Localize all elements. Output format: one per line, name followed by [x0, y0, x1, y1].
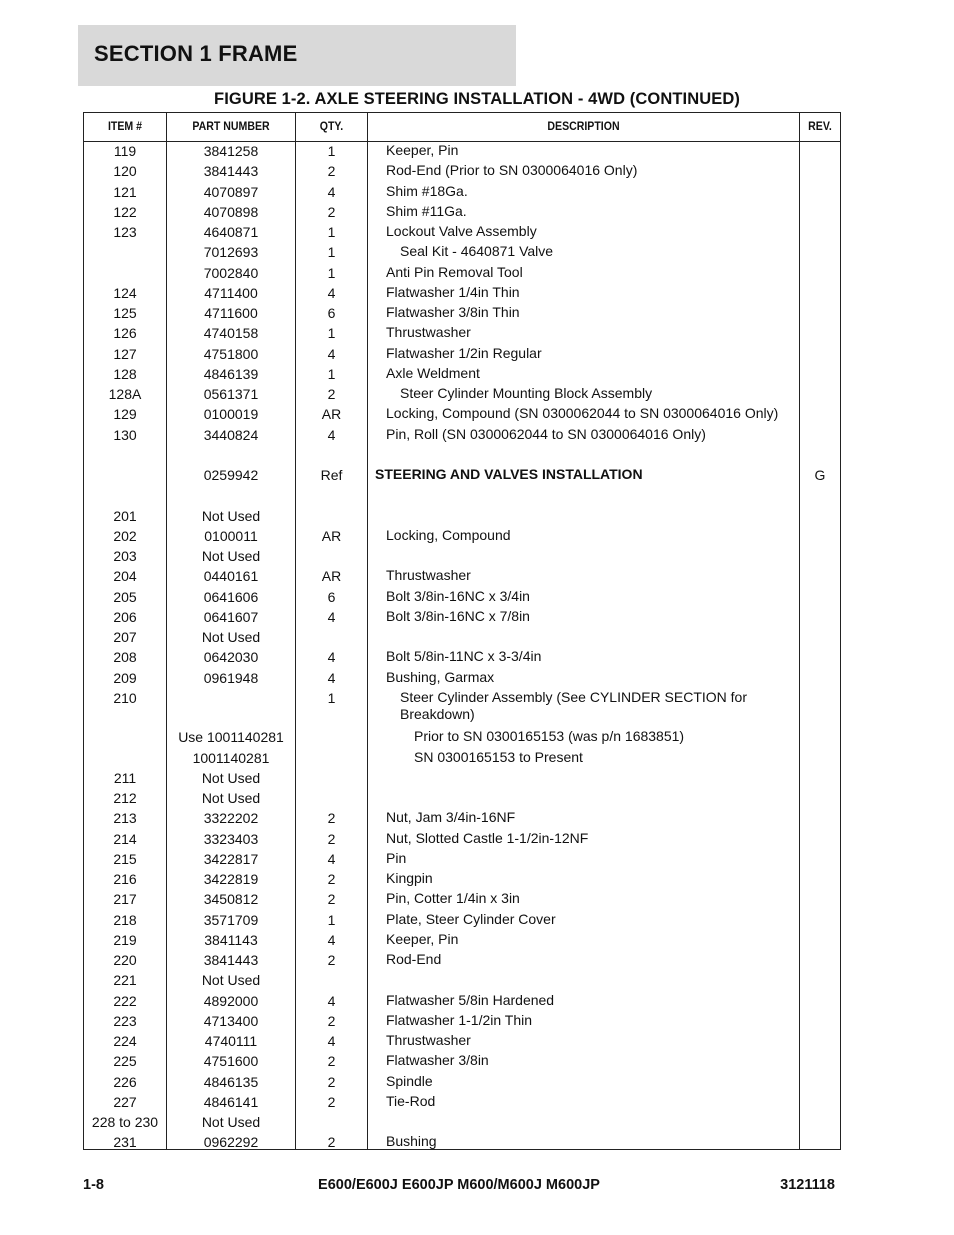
- description-cell: Locking, Compound: [386, 526, 511, 543]
- item-cell: 206: [113, 608, 137, 625]
- table-row: [84, 607, 840, 627]
- qty-cell: 4: [327, 669, 336, 686]
- item-cell: 119: [113, 143, 137, 159]
- description-cell: Thrustwasher: [386, 1032, 471, 1048]
- qty-cell: AR: [321, 527, 342, 544]
- qty-cell: AR: [321, 568, 342, 585]
- item-cell: 226: [113, 1073, 137, 1090]
- table-row: [84, 869, 840, 889]
- qty-cell: 6: [327, 305, 336, 321]
- part-number-cell: 4846135: [203, 1073, 259, 1090]
- description-cell: Axle Weldment: [386, 364, 480, 381]
- qty-cell: 1: [327, 911, 336, 928]
- table-row: [84, 303, 840, 323]
- table-row: [84, 182, 840, 202]
- part-number-cell: 0641606: [203, 588, 259, 605]
- table-row: [84, 222, 840, 242]
- part-number-cell: 0962292: [203, 1134, 259, 1151]
- qty-cell: 2: [327, 203, 336, 220]
- item-cell: 227: [113, 1093, 137, 1110]
- table-row: [84, 829, 840, 849]
- table-row: [84, 748, 840, 768]
- table-row: [84, 242, 840, 262]
- part-number-cell: Not Used: [201, 629, 261, 645]
- description-cell: Pin: [386, 849, 407, 866]
- table-row: [84, 1132, 840, 1152]
- description-cell: Rod-End: [386, 951, 442, 967]
- item-cell: 212: [113, 790, 137, 806]
- table-row: [84, 788, 840, 808]
- table-row: [84, 1011, 840, 1031]
- table-row: [84, 1051, 840, 1071]
- item-cell: 219: [113, 931, 137, 948]
- part-number-cell: Not Used: [201, 548, 261, 564]
- item-cell: 209: [113, 669, 137, 686]
- part-number-cell: 7002840: [203, 264, 259, 281]
- qty-cell: 2: [327, 830, 336, 847]
- qty-cell: 4: [327, 992, 336, 1009]
- item-cell: 208: [113, 649, 137, 666]
- part-number-cell: 4751600: [203, 1053, 259, 1070]
- table-row: [84, 808, 840, 828]
- part-number-cell: 4740111: [204, 1033, 258, 1049]
- qty-cell: 4: [327, 426, 336, 443]
- table-row: [84, 323, 840, 343]
- description-cell: Bushing, Garmax: [386, 668, 495, 685]
- description-cell: Lockout Valve Assembly: [386, 223, 537, 239]
- qty-cell: Ref: [320, 467, 343, 483]
- item-cell: 214: [113, 830, 137, 847]
- description-cell: Keeper, Pin: [386, 930, 459, 947]
- part-number-cell: 3841258: [203, 143, 259, 159]
- part-number-cell: 0642030: [203, 649, 259, 666]
- qty-cell: 4: [327, 183, 336, 200]
- column-header-part-number: PART NUMBER: [192, 119, 270, 133]
- part-number-cell: 0561371: [203, 386, 259, 402]
- qty-cell: 4: [327, 284, 336, 301]
- item-cell: 125: [113, 305, 137, 321]
- part-number-cell: Not Used: [201, 507, 261, 524]
- part-number-cell: 3841443: [203, 163, 259, 180]
- table-row: [84, 727, 840, 747]
- section-title: SECTION 1 FRAME: [94, 41, 298, 66]
- part-number-cell: 3841143: [204, 931, 258, 948]
- description-cell: Pin, Roll (SN 0300062044 to SN 0300064016 Only): [386, 425, 706, 442]
- table-row: [84, 364, 840, 384]
- qty-cell: 2: [327, 163, 336, 180]
- description-cell: Thrustwasher: [386, 324, 471, 341]
- part-number-cell: Not Used: [201, 790, 261, 806]
- description-cell: Steer Cylinder Assembly (See CYLINDER SECTION for Breakdown): [400, 688, 747, 722]
- part-number-cell: 1001140281: [192, 749, 270, 766]
- item-cell: 120: [113, 163, 137, 180]
- description-cell: Flatwasher 1-1/2in Thin: [386, 1011, 533, 1028]
- item-cell: 128: [113, 365, 137, 382]
- item-cell: 129: [113, 406, 137, 423]
- table-row: [84, 587, 840, 607]
- item-cell: 228 to 230: [91, 1114, 159, 1130]
- description-cell: Seal Kit - 4640871 Valve: [400, 243, 554, 260]
- parts-table: [83, 112, 841, 1150]
- qty-cell: 6: [327, 588, 336, 605]
- item-cell: 121: [113, 183, 137, 200]
- item-cell: 203: [113, 548, 137, 564]
- part-number-cell: 0100011: [204, 527, 258, 544]
- table-row: [84, 647, 840, 667]
- table-row: [84, 1072, 840, 1092]
- qty-cell: 4: [327, 931, 336, 948]
- description-cell: Thrustwasher: [386, 567, 471, 584]
- column-header-item: ITEM #: [107, 119, 143, 133]
- description-cell: Steer Cylinder Mounting Block Assembly: [400, 385, 653, 401]
- description-cell: Bolt 5/8in-11NC x 3-3/4in: [386, 648, 542, 665]
- part-number-cell: 3571709: [203, 911, 259, 928]
- table-row: [84, 263, 840, 283]
- table-row: [84, 1112, 840, 1132]
- table-row: [84, 283, 840, 303]
- item-cell: 221: [113, 972, 137, 989]
- table-row: [84, 849, 840, 869]
- table-row: [84, 668, 840, 688]
- part-number-cell: Not Used: [201, 769, 261, 786]
- qty-cell: 1: [327, 325, 336, 342]
- table-row: [84, 384, 840, 404]
- table-row: [84, 889, 840, 909]
- qty-cell: 2: [327, 1073, 336, 1090]
- item-cell: 211: [113, 769, 137, 786]
- part-number-cell: 4711400: [204, 284, 258, 301]
- description-cell: Kingpin: [386, 870, 433, 886]
- item-cell: 222: [113, 992, 137, 1009]
- part-number-cell: 4070898: [203, 203, 259, 220]
- description-cell: Tie-Rod: [386, 1092, 436, 1109]
- description-cell: Plate, Steer Cylinder Cover: [386, 910, 556, 927]
- item-cell: 225: [113, 1053, 137, 1070]
- description-cell: Flatwasher 3/8in Thin: [386, 304, 520, 320]
- item-cell: 231: [113, 1134, 137, 1151]
- item-cell: 216: [113, 871, 137, 887]
- item-cell: 220: [113, 952, 137, 968]
- table-row: [84, 202, 840, 222]
- table-row: [84, 768, 840, 788]
- description-cell: Prior to SN 0300165153 (was p/n 1683851): [414, 728, 685, 745]
- table-row: [84, 930, 840, 950]
- part-number-cell: 3841443: [203, 952, 259, 968]
- part-number-cell: 4751800: [203, 345, 259, 362]
- item-cell: 207: [113, 629, 137, 645]
- document-number: 3121118: [780, 1177, 835, 1193]
- part-number-cell: 3422817: [203, 850, 259, 867]
- qty-cell: 2: [327, 952, 336, 968]
- qty-cell: 1: [327, 264, 336, 281]
- table-row: [84, 485, 840, 505]
- qty-cell: 2: [327, 1134, 336, 1151]
- part-number-cell: 0641607: [203, 608, 259, 625]
- column-header-rev: REV.: [808, 119, 832, 133]
- description-cell: Bolt 3/8in-16NC x 3/4in: [386, 587, 530, 604]
- qty-cell: 4: [327, 345, 336, 362]
- description-cell: Locking, Compound (SN 0300062044 to SN 0300064016 Only): [386, 405, 779, 422]
- item-cell: 223: [113, 1012, 137, 1029]
- part-number-cell: Not Used: [201, 1114, 261, 1130]
- part-number-cell: 4846139: [203, 365, 259, 382]
- table-row: [84, 425, 840, 445]
- qty-cell: 2: [327, 386, 336, 402]
- item-cell: 130: [113, 426, 137, 443]
- part-number-cell: 3322202: [203, 810, 259, 827]
- table-header-row: [84, 113, 840, 142]
- section-header: [78, 25, 516, 86]
- qty-cell: 4: [327, 1033, 336, 1049]
- part-number-cell: 3450812: [203, 891, 259, 908]
- part-number-cell: 0259942: [203, 467, 259, 483]
- description-cell: Flatwasher 1/4in Thin: [386, 283, 520, 300]
- table-row: [84, 910, 840, 930]
- qty-cell: 1: [327, 143, 336, 159]
- description-cell: Anti Pin Removal Tool: [386, 263, 523, 280]
- table-row: [84, 344, 840, 364]
- qty-cell: 1: [327, 224, 336, 240]
- qty-cell: 2: [327, 1053, 336, 1070]
- part-number-cell: Not Used: [201, 972, 261, 989]
- table-row: [84, 546, 840, 566]
- table-row: [84, 688, 840, 726]
- qty-cell: 2: [327, 891, 336, 908]
- item-cell: 126: [113, 325, 137, 342]
- part-number-cell: 4640871: [203, 224, 259, 240]
- figure-title: FIGURE 1-2. AXLE STEERING INSTALLATION - 4WD (CONTINUED): [214, 90, 740, 108]
- table-row: [84, 465, 840, 485]
- part-number-cell: 7012693: [203, 244, 259, 261]
- table-row: [84, 627, 840, 647]
- table-row: [84, 404, 840, 424]
- column-header-description: DESCRIPTION: [547, 119, 620, 133]
- qty-cell: 4: [327, 850, 336, 867]
- description-cell: Bushing: [386, 1133, 437, 1150]
- item-cell: 122: [113, 203, 137, 220]
- qty-cell: 1: [327, 244, 336, 261]
- model-list: E600/E600J E600JP M600/M600J M600JP: [318, 1177, 600, 1193]
- item-cell: 127: [113, 345, 137, 362]
- qty-cell: 4: [327, 608, 336, 625]
- description-cell: Pin, Cotter 1/4in x 3in: [386, 890, 520, 907]
- item-cell: 201: [113, 507, 137, 524]
- part-number-cell: 3323403: [203, 830, 259, 847]
- part-number-cell: 4713400: [203, 1012, 259, 1029]
- part-number-cell: 4892000: [203, 992, 259, 1009]
- table-row: [84, 445, 840, 465]
- qty-cell: 1: [327, 689, 336, 706]
- item-cell: 124: [113, 284, 137, 301]
- description-cell: Bolt 3/8in-16NC x 7/8in: [386, 607, 530, 624]
- table-row: [84, 141, 840, 161]
- description-cell: Nut, Slotted Castle 1-1/2in-12NF: [386, 829, 589, 846]
- part-number-cell: 0961948: [203, 669, 259, 686]
- qty-cell: 2: [327, 1093, 336, 1110]
- part-number-cell: 0100019: [203, 406, 259, 423]
- qty-cell: 2: [327, 1012, 336, 1029]
- description-cell: Shim #18Ga.: [386, 182, 468, 199]
- description-cell: Keeper, Pin: [386, 142, 459, 158]
- table-row: [84, 991, 840, 1011]
- table-row: [84, 161, 840, 181]
- description-cell: Rod-End (Prior to SN 0300064016 Only): [386, 162, 638, 179]
- part-number-cell: 4070897: [203, 183, 259, 200]
- qty-cell: 4: [327, 649, 336, 666]
- rev-cell: G: [814, 467, 826, 483]
- column-header-qty: QTY.: [319, 119, 344, 133]
- item-cell: 128A: [108, 386, 142, 402]
- description-cell: Shim #11Ga.: [386, 202, 467, 219]
- part-number-cell: 3440824: [203, 426, 259, 443]
- description-cell: STEERING AND VALVES INSTALLATION: [375, 466, 643, 482]
- item-cell: 210: [113, 689, 137, 706]
- table-row: [84, 526, 840, 546]
- item-cell: 202: [113, 527, 137, 544]
- part-number-cell: 0440161: [203, 568, 259, 585]
- qty-cell: AR: [321, 406, 342, 423]
- item-cell: 217: [113, 891, 137, 908]
- description-cell: Nut, Jam 3/4in-16NF: [386, 809, 516, 826]
- table-row: [84, 950, 840, 970]
- description-cell: Flatwasher 5/8in Hardened: [386, 991, 555, 1008]
- part-number-cell: 4711600: [204, 305, 258, 321]
- item-cell: 215: [113, 850, 137, 867]
- table-row: [84, 1092, 840, 1112]
- part-number-cell: 4740158: [203, 325, 259, 342]
- description-cell: Spindle: [386, 1072, 433, 1089]
- item-cell: 224: [113, 1033, 137, 1049]
- qty-cell: 2: [327, 810, 336, 827]
- table-row: [84, 566, 840, 586]
- part-number-cell: 4846141: [203, 1093, 259, 1110]
- description-cell: Flatwasher 3/8in: [386, 1052, 489, 1069]
- table-row: [84, 970, 840, 990]
- table-row: [84, 1031, 840, 1051]
- item-cell: 218: [113, 911, 137, 928]
- description-cell: SN 0300165153 to Present: [414, 748, 583, 765]
- description-cell: Flatwasher 1/2in Regular: [386, 344, 542, 361]
- table-row: [84, 506, 840, 526]
- item-cell: 205: [113, 588, 137, 605]
- qty-cell: 2: [327, 871, 336, 887]
- item-cell: 213: [113, 810, 137, 827]
- part-number-cell: Use 1001140281: [178, 729, 284, 746]
- item-cell: 204: [113, 568, 137, 585]
- item-cell: 123: [113, 224, 137, 240]
- table-body: [84, 141, 840, 1149]
- qty-cell: 1: [327, 365, 336, 382]
- part-number-cell: 3422819: [203, 871, 259, 887]
- page-number: 1-8: [83, 1177, 104, 1193]
